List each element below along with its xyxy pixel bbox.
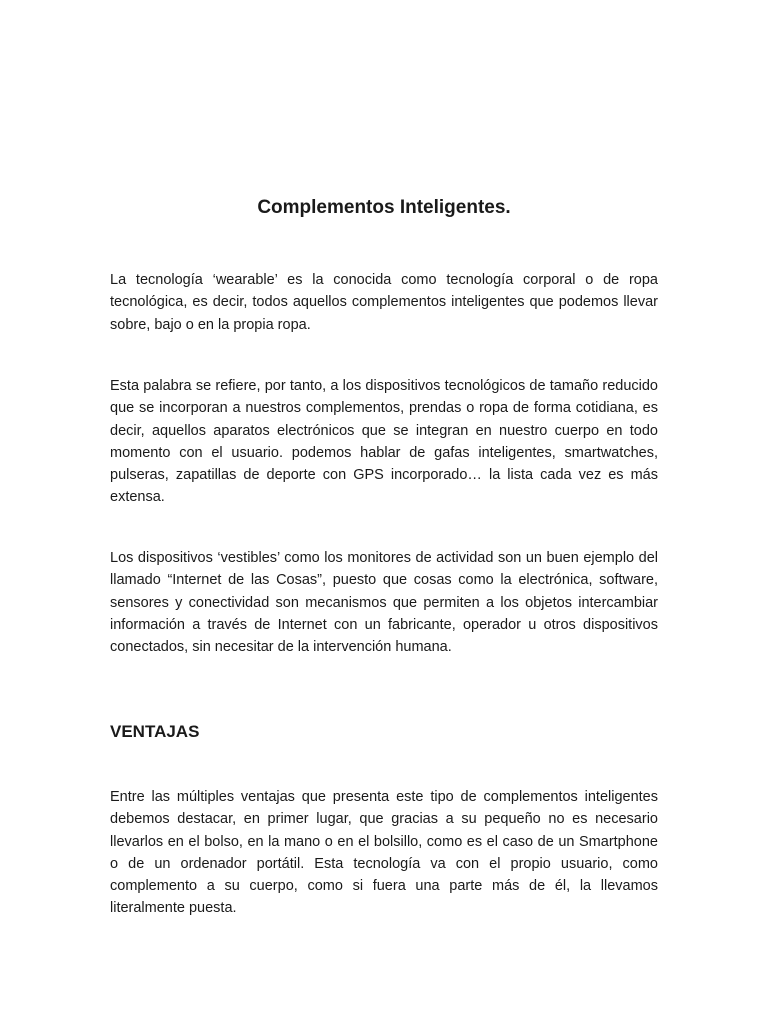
document-title: Complementos Inteligentes. [257, 197, 511, 218]
paragraph-wearable-definition: La tecnología ‘wearable’ es la conocida como tecnología corporal o de ropa tecnológica, es decir, todos aquellos complementos inteligentes que podemos llevar sobre, bajo o en la propia ropa. [110, 272, 658, 333]
paragraph-internet-of-things: Los dispositivos ‘vestibles’ como los monitores de actividad son un buen ejemplo del llamado “Internet de las Cosas”, puesto que cosas como la electrónica, software, sensores y conectividad son mecanismos que permiten a los objetos intercambiar información a través de Internet con un fabricante, operador u otros dispositivos conectados, sin necesitar de la intervención humana. [110, 550, 658, 656]
section-heading-ventajas: VENTAJAS [110, 722, 200, 741]
paragraph-devices-description: Esta palabra se refiere, por tanto, a los dispositivos tecnológicos de tamaño reducido que se incorporan a nuestros complementos, prendas o ropa de forma cotidiana, es decir, aquellos aparatos electrónicos que se integran en nuestro cuerpo en todo momento con el usuario. podemos hablar de gafas inteligentes, smartwatches, pulseras, zapatillas de deporte con GPS incorporado… la lista cada vez es más extensa. [110, 378, 658, 506]
paragraph-advantages: Entre las múltiples ventajas que presenta este tipo de complementos inteligentes debemos destacar, en primer lugar, que gracias a su pequeño no es necesario llevarlos en el bolso, en la mano o en el bolsillo, como es el caso de un Smartphone o de un ordenador portátil. Esta tecnología va con el propio usuario, como complemento a su cuerpo, como si fuera una parte más de él, la llevamos literalmente puesta. [110, 789, 658, 917]
